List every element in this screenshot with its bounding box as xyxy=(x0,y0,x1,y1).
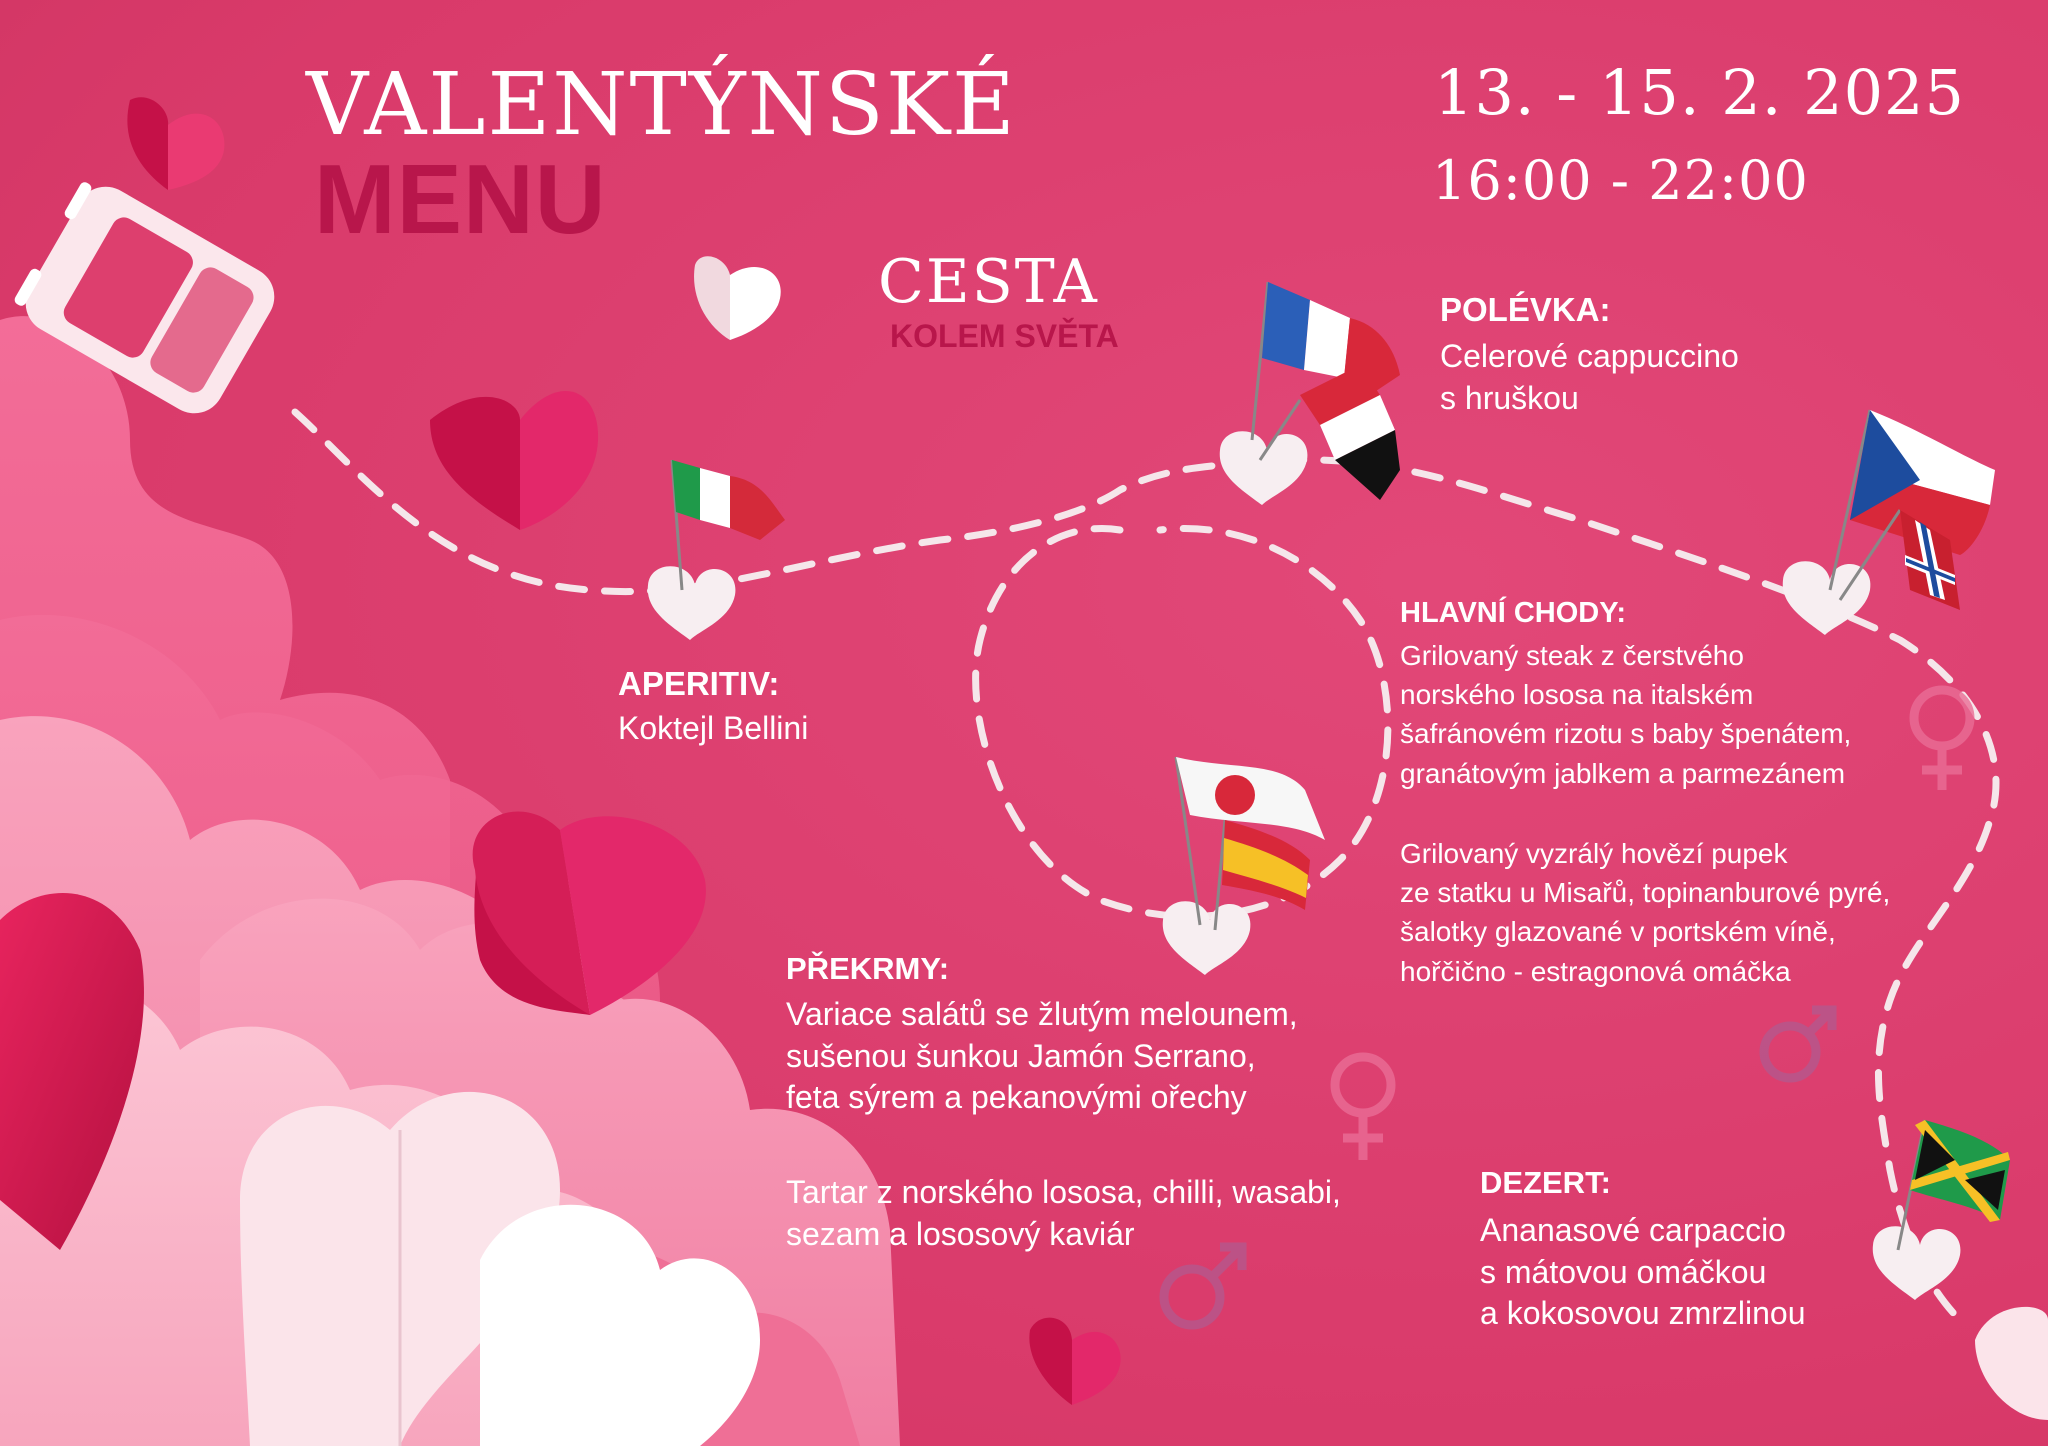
heart-icon xyxy=(694,256,781,340)
dessert-text: Ananasové carpaccio s mátovou omáčkou a kokosovou zmrzlinou xyxy=(1480,1212,1806,1332)
female-symbol-icon xyxy=(1335,1057,1391,1160)
main-course-1-text: Grilovaný steak z čerstvého norského lososa na italském šafránovém rizotu s baby špenátem, granátovým jablkem a parmezánem xyxy=(1400,640,1852,789)
title-line-2: MENU xyxy=(314,144,607,254)
male-symbol-icon xyxy=(1764,1010,1832,1078)
event-date: 13. - 15. 2. 2025 xyxy=(1434,56,1965,129)
aperitif-text: Koktejl Bellini xyxy=(618,710,809,746)
event-time: 16:00 - 22:00 xyxy=(1432,149,1809,212)
starter-2-text: Tartar z norského lososa, chilli, wasabi, sezam a lososový kaviár xyxy=(786,1174,1341,1252)
dessert-heading: DEZERT: xyxy=(1480,1165,1611,1200)
subtitle-line-2: KOLEM SVĚTA xyxy=(890,318,1119,354)
male-symbol-icon xyxy=(1164,1247,1242,1325)
title-line-1: VALENTÝNSKÉ xyxy=(306,55,1017,155)
aperitif-heading: APERITIV: xyxy=(618,665,780,702)
soup-heading: POLÉVKA: xyxy=(1440,291,1611,328)
main-courses-heading: HLAVNÍ CHODY: xyxy=(1400,597,1627,629)
flag-icon-jamaica xyxy=(1898,1120,2010,1250)
subtitle-line-1: CESTA xyxy=(878,247,1099,317)
main-course-2-text: Grilovaný vyzrálý hovězí pupek ze statku u Misařů, topinanburové pyré, šalotky glazované v portském víně, hořčično - estragonová omáčka xyxy=(1400,838,1891,987)
heart-icon xyxy=(1975,1307,2048,1420)
starters-heading: PŘEKRMY: xyxy=(786,951,950,986)
female-symbol-icon xyxy=(1914,690,1970,790)
soup-text: Celerové cappuccino s hruškou xyxy=(1440,338,1739,416)
starter-1-text: Variace salátů se žlutým melounem, sušenou šunkou Jamón Serrano, feta sýrem a pekanovými ořechy xyxy=(786,996,1298,1116)
